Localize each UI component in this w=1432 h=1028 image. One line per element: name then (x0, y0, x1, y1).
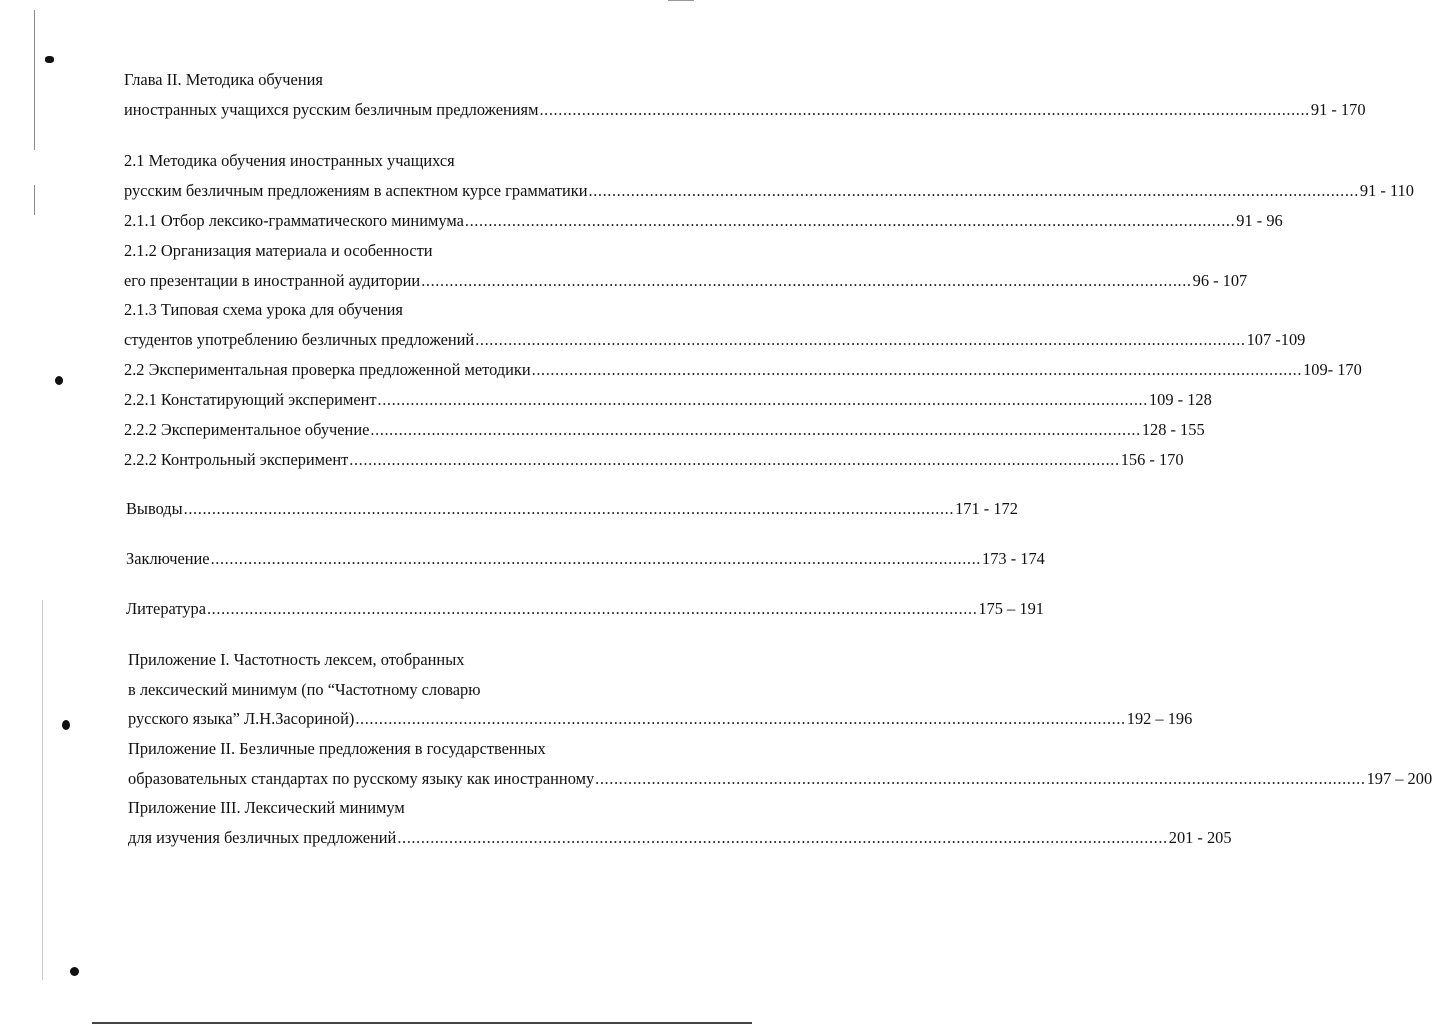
punch-hole-mark (70, 967, 79, 976)
punch-hole-mark (45, 56, 54, 63)
dot-leader: .................................................................................................................................................................... (595, 769, 1366, 788)
scan-margin-line (42, 600, 43, 980)
dot-leader: .................................................................................................................................................................... (206, 599, 978, 618)
dot-leader: .................................................................................................................................................................... (370, 420, 1141, 439)
toc-entry-title: 2.1.1 Отбор лексико-грамматического минимума (124, 211, 464, 230)
dot-leader: .................................................................................................................................................................... (421, 271, 1192, 290)
dot-leader: .................................................................................................................................................................... (475, 330, 1246, 349)
toc-page-range: 91 - 110 (1359, 181, 1414, 200)
toc-entry (126, 599, 1044, 619)
toc-section-title: 2.1.2 Организация материала и особенности (124, 241, 433, 260)
scan-margin-line (34, 10, 35, 150)
toc-section-title: 2.1.3 Типовая схема урока для обучения (124, 300, 403, 319)
toc-entry (124, 181, 1414, 201)
dot-leader: .................................................................................................................................................................... (588, 181, 1359, 200)
punch-hole-mark (55, 376, 63, 385)
toc-appendix-title: Приложение I. Частотность лексем, отобранных (128, 650, 465, 669)
toc-appendix-title: Приложение II. Безличные предложения в государственных (128, 739, 546, 758)
scan-top-edge (668, 0, 694, 1)
toc-page-range: 109- 170 (1303, 360, 1362, 379)
toc-entry-title: студентов употреблению безличных предложений (124, 330, 475, 349)
toc-page-range: 197 – 200 (1366, 769, 1432, 788)
toc-entry-title: русским безличным предложениям в аспектном курсе грамматики (124, 181, 588, 200)
toc-section-title: 2.1 Методика обучения иностранных учащихся (124, 151, 455, 170)
toc-page-range: 91 - 96 (1236, 211, 1283, 230)
toc-entry (124, 420, 1205, 440)
toc-appendix-title: в лексический минимум (по “Частотному словарю (128, 680, 481, 699)
dot-leader: .................................................................................................................................................................... (183, 499, 955, 518)
toc-page-range: 175 – 191 (978, 599, 1044, 618)
dot-leader: .................................................................................................................................................................... (355, 709, 1126, 728)
toc-page-range: 173 - 174 (982, 549, 1045, 568)
toc-page-range: 91 - 170 (1310, 100, 1366, 119)
toc-page-range: 171 - 172 (955, 499, 1018, 518)
toc-entry (126, 549, 1045, 569)
toc-entry-title: 2.2 Экспериментальная проверка предложенной методики (124, 360, 531, 379)
toc-chapter-title: Глава II. Методика обучения (124, 70, 323, 89)
toc-page-range: 201 - 205 (1168, 828, 1232, 847)
dot-leader: .................................................................................................................................................................... (397, 828, 1168, 847)
toc-entry (124, 390, 1212, 410)
toc-entry (124, 100, 1366, 120)
toc-entry-title: его презентации в иностранной аудитории (124, 271, 421, 290)
toc-entry (124, 330, 1306, 350)
toc-entry-title: русского языка” Л.Н.Засориной) (128, 709, 355, 728)
dot-leader: .................................................................................................................................................................... (377, 390, 1148, 409)
toc-page-range: 128 - 155 (1141, 420, 1205, 439)
toc-page-range: 192 – 196 (1126, 709, 1193, 728)
toc-page-range: 156 - 170 (1120, 450, 1184, 469)
scan-margin-line (34, 185, 35, 215)
toc-entry-title: Выводы (126, 499, 183, 518)
dot-leader: .................................................................................................................................................................... (464, 211, 1236, 230)
toc-entry (128, 709, 1193, 729)
toc-entry (126, 499, 1018, 519)
dot-leader: .................................................................................................................................................................... (531, 360, 1303, 379)
toc-entry (128, 769, 1432, 789)
toc-entry-title: для изучения безличных предложений (128, 828, 397, 847)
toc-page-range: 96 - 107 (1192, 271, 1248, 290)
toc-entry (128, 828, 1232, 848)
toc-entry-title: 2.2.1 Констатирующий эксперимент (124, 390, 377, 409)
toc-entry-title: Заключение (126, 549, 210, 568)
dot-leader: .................................................................................................................................................................... (210, 549, 982, 568)
toc-entry (124, 450, 1184, 470)
toc-page-range: 107 -109 (1246, 330, 1306, 349)
toc-entry (124, 271, 1248, 291)
punch-hole-mark (62, 720, 70, 730)
toc-entry-title: иностранных учащихся русским безличным предложениям (124, 100, 539, 119)
toc-entry-title: Литература (126, 599, 206, 618)
dot-leader: .................................................................................................................................................................... (539, 100, 1310, 119)
toc-appendix-title: Приложение III. Лексический минимум (128, 798, 405, 817)
dot-leader: .................................................................................................................................................................... (349, 450, 1120, 469)
toc-entry-title: образовательных стандартах по русскому языку как иностранному (128, 769, 595, 788)
toc-entry-title: 2.2.2 Экспериментальное обучение (124, 420, 370, 439)
toc-entry-title: 2.2.2 Контрольный эксперимент (124, 450, 349, 469)
toc-entry (124, 360, 1362, 380)
toc-page-range: 109 - 128 (1148, 390, 1212, 409)
scan-bottom-edge (92, 1022, 752, 1024)
toc-entry (124, 211, 1283, 231)
